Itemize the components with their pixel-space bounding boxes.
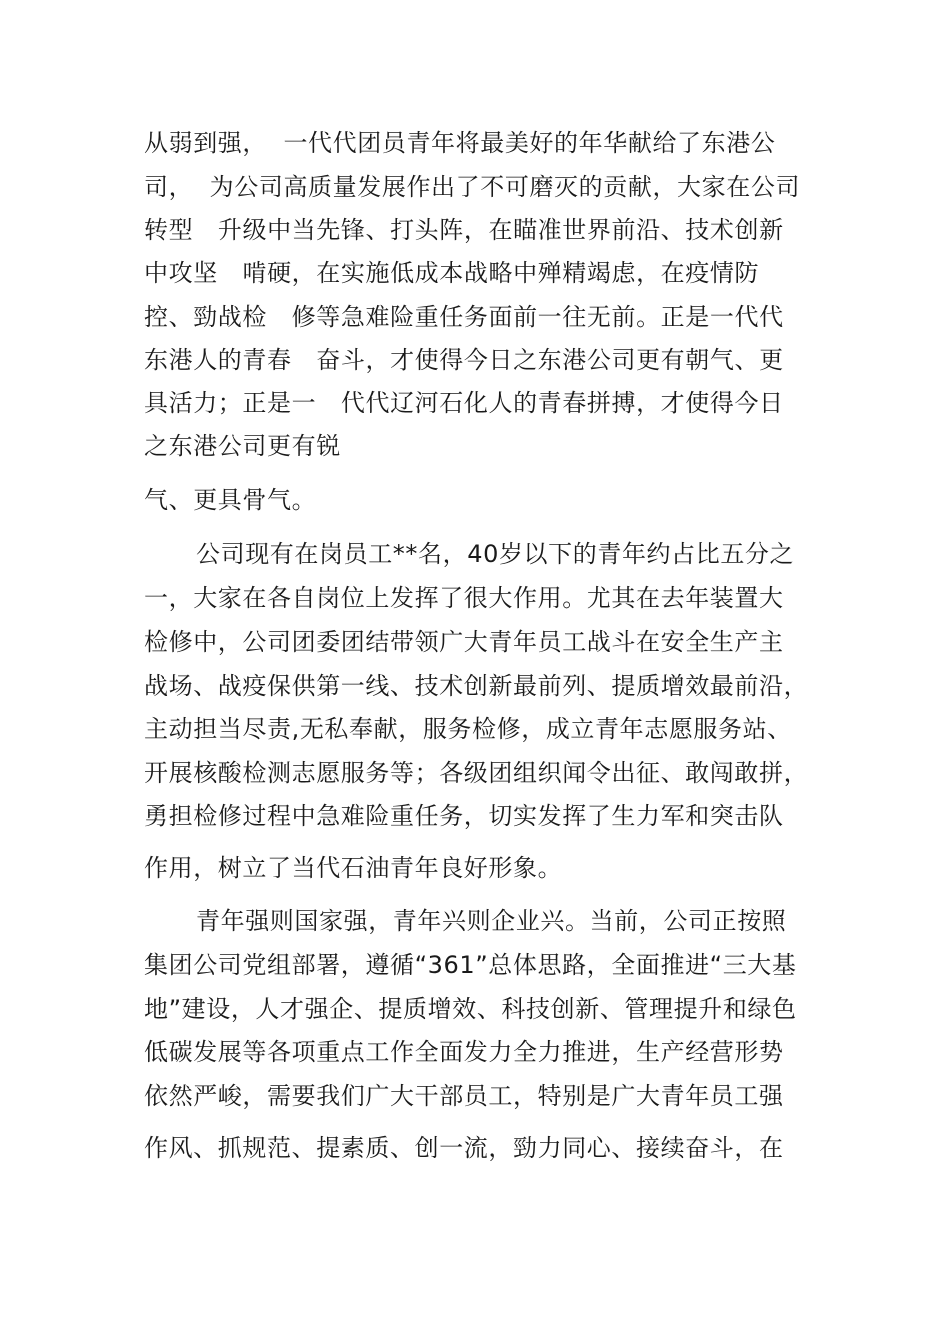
- paragraph-line: 主动担当尽责,无私奉献，服务检修，成立青年志愿服务站、: [144, 715, 792, 743]
- paragraph-line: 中攻坚 啃硬，在实施低成本战略中殚精竭虑，在疫情防: [144, 259, 760, 287]
- paragraph-line: 司， 为公司高质量发展作出了不可磨灭的贡献，大家在公司: [144, 173, 801, 201]
- paragraph-line: 从弱到强， 一代代团员青年将最美好的年华献给了东港公: [144, 129, 776, 157]
- paragraph-line: 依然严峻，需要我们广大干部员工，特别是广大青年员工强: [144, 1082, 784, 1110]
- paragraph-line: 东港人的青春 奋斗，才使得今日之东港公司更有朝气、更: [144, 346, 784, 374]
- paragraph-line: 转型 升级中当先锋、打头阵，在瞄准世界前沿、技术创新: [144, 216, 784, 244]
- paragraph-line: 作风、抓规范、提素质、创一流，勁力同心、接续奋斗，在: [144, 1134, 784, 1162]
- paragraph-first-line: 青年强则国家强，青年兴则企业兴。当前，公司正按照: [196, 907, 787, 935]
- paragraph-line: 低碳发展等各项重点工作全面发力全力推进，生产经营形势: [144, 1038, 784, 1066]
- paragraph-line: 一，大家在各自岗位上发挥了很大作用。尤其在去年装置大: [144, 584, 784, 612]
- paragraph-line: 具活力；正是一 代代辽河石化人的青春拼搏，才使得今日: [144, 389, 784, 417]
- paragraph-line: 气、更具骨气。: [144, 486, 317, 514]
- paragraph-line: 勇担检修过程中急难险重任务，切实发挥了生力军和突击队: [144, 802, 784, 830]
- paragraph-line: 之东港公司更有锐: [144, 432, 341, 460]
- paragraph-line: 战场、战疫保供第一线、技术创新最前列、提质增效最前沿，: [144, 672, 809, 700]
- paragraph-line: 地”建设，人才强企、提质增效、科技创新、管理提升和绿色: [144, 995, 797, 1023]
- paragraph-line: 集团公司党组部署，遵循“361”总体思路，全面推进“三大基: [144, 951, 797, 979]
- paragraph-line: 控、勁战检 修等急难险重任务面前一往无前。正是一代代: [144, 303, 784, 331]
- paragraph-line: 开展核酸检测志愿服务等；各级团组织闻令出征、敢闯敢拼，: [144, 759, 809, 787]
- paragraph-line: 作用，树立了当代石油青年良好形象。: [144, 854, 563, 882]
- paragraph-line: 检修中，公司团委团结带领广大青年员工战斗在安全生产主: [144, 628, 784, 656]
- paragraph-first-line: 公司现有在岗员工**名，40岁以下的青年约占比五分之: [196, 540, 795, 568]
